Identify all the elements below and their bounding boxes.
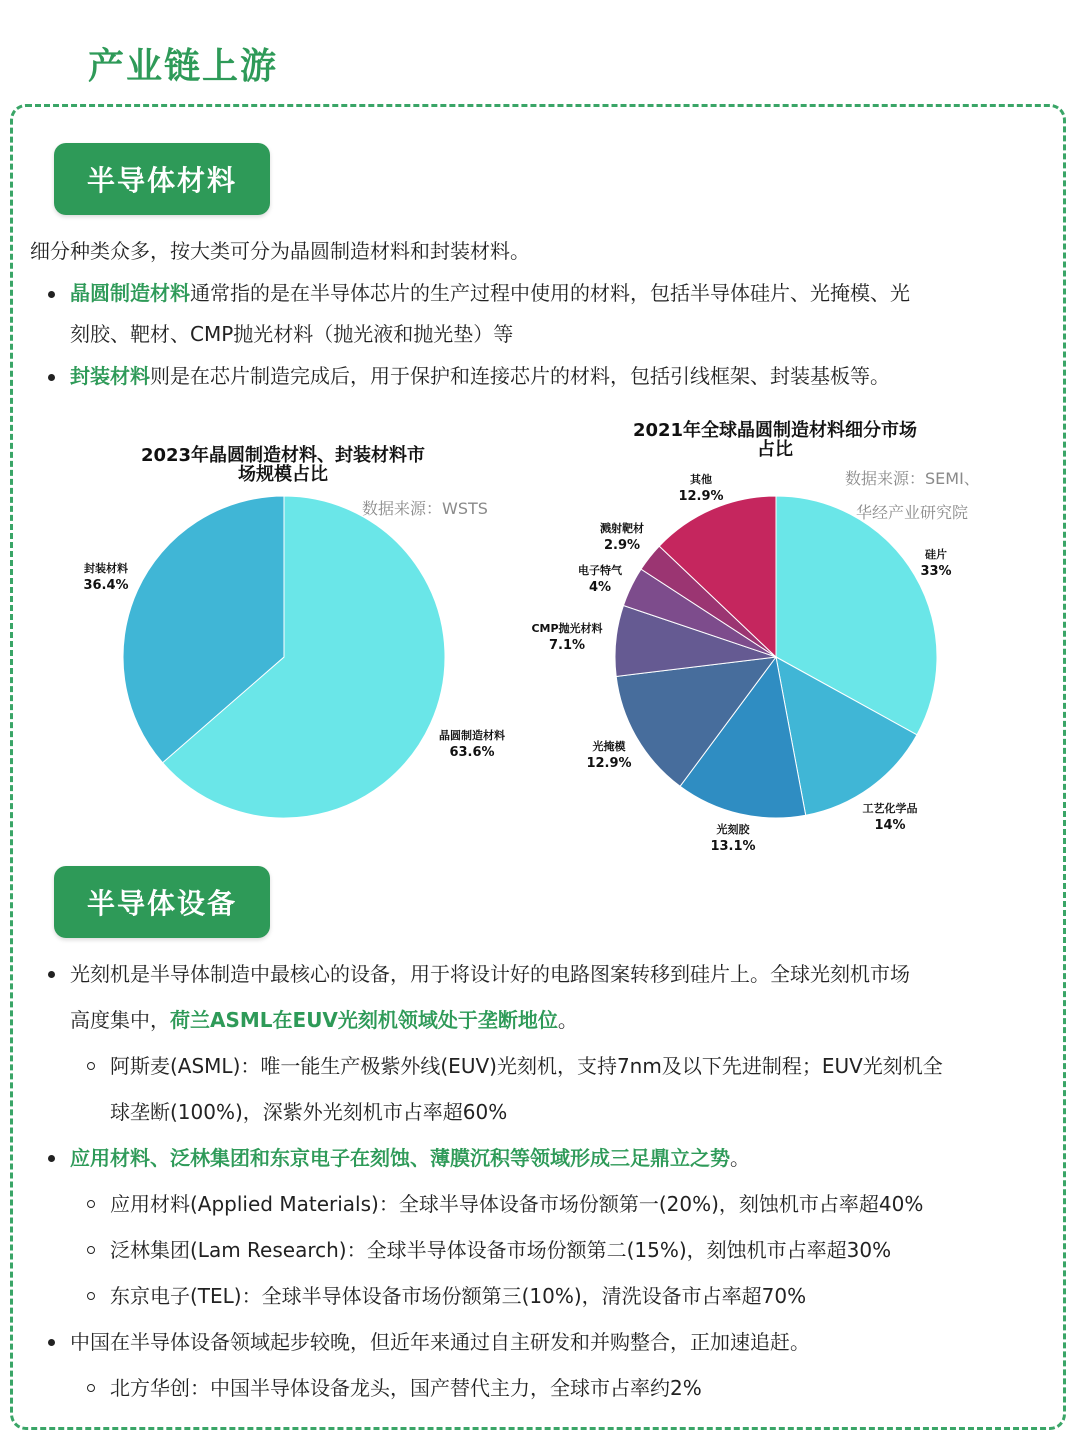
chart2-label-name-1: 工艺化学品 [862,802,918,815]
lam-research-item: 泛林集团(Lam Research)：全球半导体设备市场份额第二(15%)，刻蚀机市占率超30% [110,1238,892,1262]
chart2-label-value-6: 2.9% [603,538,641,553]
package-materials-bullet [70,356,1050,397]
wafer-materials-text-cont: 刻胶、靶材、CMP抛光材料（抛光液和抛光垫）等 [70,322,514,346]
wafer-materials-highlight: 晶圆制造材料 [70,281,190,305]
chart1-title-line1: 2023年晶圆制造材料、封装材料市 [140,445,426,466]
bullet-dot [48,971,55,978]
bullet-dot [48,1155,55,1162]
chart2-label-name-2: 光刻胶 [716,823,750,836]
chart1-source: 数据来源：WSTS [362,499,488,518]
china-bullet: 中国在半导体设备领域起步较晚，但近年来通过自主研发和并购整合，正加速追赶。 [70,1330,810,1354]
chart2-label-name-0: 硅片 [925,548,947,561]
chart2-label-value-0: 33% [920,564,952,579]
chart2-pie [500,460,1040,860]
section-pill-equipment: 半导体设备 [54,866,270,938]
lithography-end: 。 [557,1008,578,1032]
tel-item: 东京电子(TEL)：全球半导体设备市场份额第三(10%)，清洗设备市占率超70% [110,1284,807,1308]
bullet-dot [48,291,55,298]
page-title: 产业链上游 [88,46,279,87]
chart2-label-value-4: 7.1% [548,638,586,653]
chart1-label-value-0: 63.6% [449,745,495,760]
sub-bullet-ring [87,1062,95,1070]
chart2-source-line1: 数据来源：SEMI、 [845,469,980,488]
chart1-label-name-0: 晶圆制造材料 [439,729,505,742]
asml-highlight: 荷兰ASML在EUV光刻机领域处于垄断地位 [170,1008,558,1032]
asml-item-cont: 球垄断(100%)，深紫外光刻机市占率超60% [110,1100,508,1124]
bullet-dot [48,1339,55,1346]
bullet-dot [48,374,55,381]
chart2-title-line2: 占比 [757,439,793,460]
chart2-label-name-3: 光掩模 [592,740,626,753]
chart1-label-name-1: 封装材料 [84,562,128,575]
package-materials-highlight: 封装材料 [70,364,150,388]
chart2-label-value-5: 4% [588,580,612,595]
chart1-title [118,446,448,484]
package-materials-text: 则是在芯片制造完成后，用于保护和连接芯片的材料，包括引线框架、封装基板等。 [150,364,890,388]
big-three-end: 。 [730,1146,750,1170]
big-three-highlight: 应用材料、泛林集团和东京电子在刻蚀、薄膜沉积等领域形成三足鼎立之势 [70,1146,730,1170]
section-pill-materials: 半导体材料 [54,143,270,215]
wafer-materials-text: 通常指的是在半导体芯片的生产过程中使用的材料，包括半导体硅片、光掩模、光 [190,281,910,305]
chart1-pie [0,480,540,840]
chart2-source-line2: 华经产业研究院 [856,503,969,522]
chart2-label-value-7: 12.9% [678,489,724,504]
chart2-label-name-5: 电子特气 [578,564,622,577]
chart1-title-line2: 场规模占比 [238,464,328,485]
lithography-bullet-cont [70,997,578,1043]
materials-intro: 细分种类众多，按大类可分为晶圆制造材料和封装材料。 [30,239,530,263]
asml-item: 阿斯麦(ASML)：唯一能生产极紫外线(EUV)光刻机，支持7nm及以下先进制程；EUV光刻机全 [110,1054,943,1078]
sub-bullet-ring [87,1292,95,1300]
sub-bullet-ring [87,1384,95,1392]
naura-item: 北方华创：中国半导体设备龙头，国产替代主力，全球市占率约2% [110,1376,702,1400]
applied-materials-item: 应用材料(Applied Materials)：全球半导体设备市场份额第一(20%)，刻蚀机市占率超40% [110,1192,924,1216]
lithography-text: 高度集中， [70,1008,170,1032]
chart1-label-value-1: 36.4% [83,578,129,593]
chart2-label-name-4: CMP抛光材料 [531,622,603,635]
chart2-label-value-1: 14% [874,818,906,833]
sub-bullet-ring [87,1246,95,1254]
wafer-materials-bullet [70,273,1050,314]
chart2-label-name-7: 其他 [690,473,712,486]
chart2-title [610,421,940,459]
sub-bullet-ring [87,1200,95,1208]
chart2-label-value-3: 12.9% [586,756,632,771]
chart2-title-line1: 2021年全球晶圆制造材料细分市场 [632,420,918,441]
lithography-bullet: 光刻机是半导体制造中最核心的设备，用于将设计好的电路图案转移到硅片上。全球光刻机市场 [70,962,910,986]
chart2-label-value-2: 13.1% [710,839,756,854]
chart2-label-name-6: 溅射靶材 [600,522,644,535]
big-three-bullet [70,1135,750,1181]
